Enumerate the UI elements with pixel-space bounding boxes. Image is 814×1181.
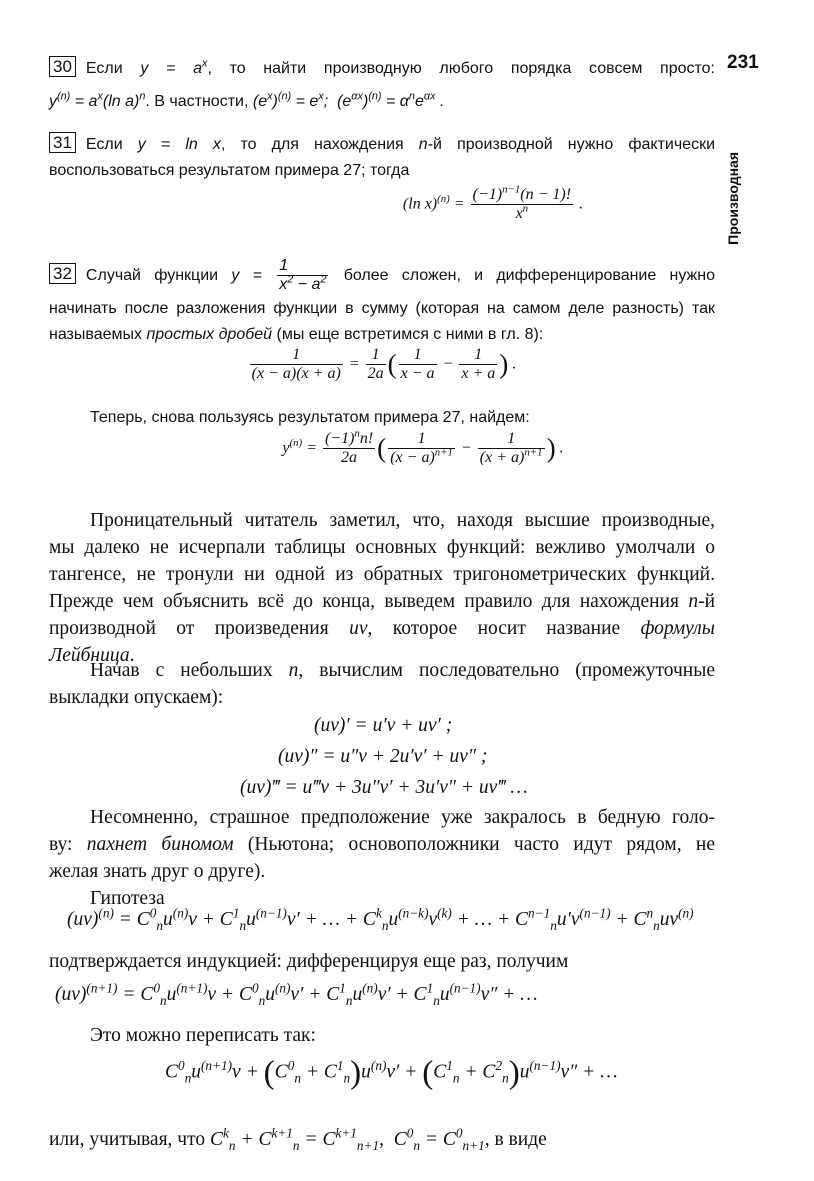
math-inline: $(e^x)^{(n)} = e^x$; $(e^{\alpha x})^{(n)} = \alpha^ne^{\alpha x}$ . [252, 90, 445, 110]
equation-ln-derivative: (ln x)$^{(n)}$ = $\frac{(-1)^{n-1}(n - 1)!}{x^n}$ . [402, 183, 584, 223]
equation-y-nth: $y^{(n)}$ = $\frac{(-1)^nn!}{2a}$ ( $\frac{1}{(x - a)^{n+1}}$ − $\frac{1}{(x + a)^{n+1}}$ ) . [282, 427, 564, 467]
induction-line: подтверждается индукцией: дифференцируя еще раз, получим [49, 951, 569, 972]
ex31-line1: 31 Если y = ln x, то для нахождения n-й производной нужно фактически [49, 131, 715, 158]
equation-partial-fractions: $\frac{1}{(x - a)(x + a)}$ = $\frac{1}{2a}$ ( $\frac{1}{x - a}$ − $\frac{1}{x + a}$ ) . [251, 346, 517, 383]
math-inline: $y = a^x$ [140, 57, 208, 77]
math-inline: y = ln x [137, 136, 221, 153]
ex32-line1: 32 Случай функции y = $\frac{1}{x^2 - a^2}$ более сложен, и дифференцирование нужно [49, 257, 715, 295]
last-line: или, учитывая, что $C^k_n + C^{k+1}_n = C^{k+1}_{n+1}$, $C^0_n = C^0_{n+1}$, в виде [49, 1125, 547, 1153]
math-inline: $y^{(n)} = a^x(\ln$ a)$^n$ [49, 90, 146, 110]
math-inline: $C^k_n + C^{k+1}_n = C^{k+1}_{n+1}$, $C^0_n = C^0_{n+1}$ [210, 1125, 485, 1153]
ex32-line4: Теперь, снова пользуясь результатом примера 27, найдем: [90, 409, 530, 426]
ex30-line2: $y^{(n)} = a^x(\ln$ a)$^n$. В частности, $(e^x)^{(n)} = e^x$; $(e^{\alpha x})^{(n)} = \alpha^ne^{\alpha x}$ . [49, 90, 445, 110]
paragraph-2: Начав с небольших n, вычислим последовательно (промежуточные выкладки опускаем): [49, 660, 715, 708]
paragraph-3: Несомненно, страшное предположение уже закралось в бедную голо- ву: пахнет биномом (Ньютона; основоположники часто идут рядом, не желая знать друг о друге). Гипотеза [49, 807, 715, 909]
page-number: 231 [727, 52, 759, 73]
example-number-box: 31 [49, 132, 76, 153]
ex32-line3: называемых простых дробей (мы еще встретимся с ними в гл. 8): [49, 326, 544, 343]
math-inline: y = $\frac{1}{x^2 - a^2}$ [231, 257, 327, 294]
ex32-line2: начинать после разложения функции в сумму (которая на самом деле разность) так [49, 300, 715, 317]
rewrite-line: Это можно переписать так: [90, 1025, 316, 1046]
paragraph-1: Проницательный читатель заметил, что, находя высшие производные, мы далеко не исчерпали таблицы основных функций: вежливо умолчали о тангенсе, не тронули ни одной из обратных тригонометрических функций. Прежде чем объяснить всё до конца, выведем правило для нахождения n-й производной от произведения uv, которое носит название формулы Лейбница. [49, 510, 716, 666]
example-number-box: 32 [49, 263, 76, 284]
equation-induction-step: $(uv)^{(n+1)} = C^0_nu^{(n+1)}v + C^0_nu^{(n)}v' + C^1_nu^{(n)}v' + C^1_nu^{(n-1)}v''$ + … [55, 980, 538, 1008]
equation-uv-derivatives: (uv)′ = u′v + uv′ ; (uv)″ = u″v + 2u′v′ + uv″ ; (uv)‴ = u‴v + 3u″v′ + 3u′v″ + uv‴ … [240, 715, 528, 798]
ex31-line2: воспользоваться результатом примера 27; тогда [49, 162, 410, 179]
running-title: Производная [725, 152, 741, 245]
equation-leibniz-hypothesis: $(uv)^{(n)} = C^0_nu^{(n)}v + C^1_nu^{(n-1)}v'$ + … + $C^k_nu^{(n-k)}v^{(k)}$ + … + $C^{n-1}_nu'v^{(n-1)} + C^n_nuv^{(n)}$ [67, 905, 694, 933]
example-number-box: 30 [49, 56, 76, 77]
equation-rewritten: $C^0_nu^{(n+1)}v + (C^0_n + C^1_n)u^{(n)}v' + (C^1_n + C^2_n)u^{(n-1)}v''$ + … [165, 1054, 618, 1091]
ex30-line1: 30 Если $y = a^x$, то найти производную любого порядка совсем просто: [49, 55, 715, 82]
